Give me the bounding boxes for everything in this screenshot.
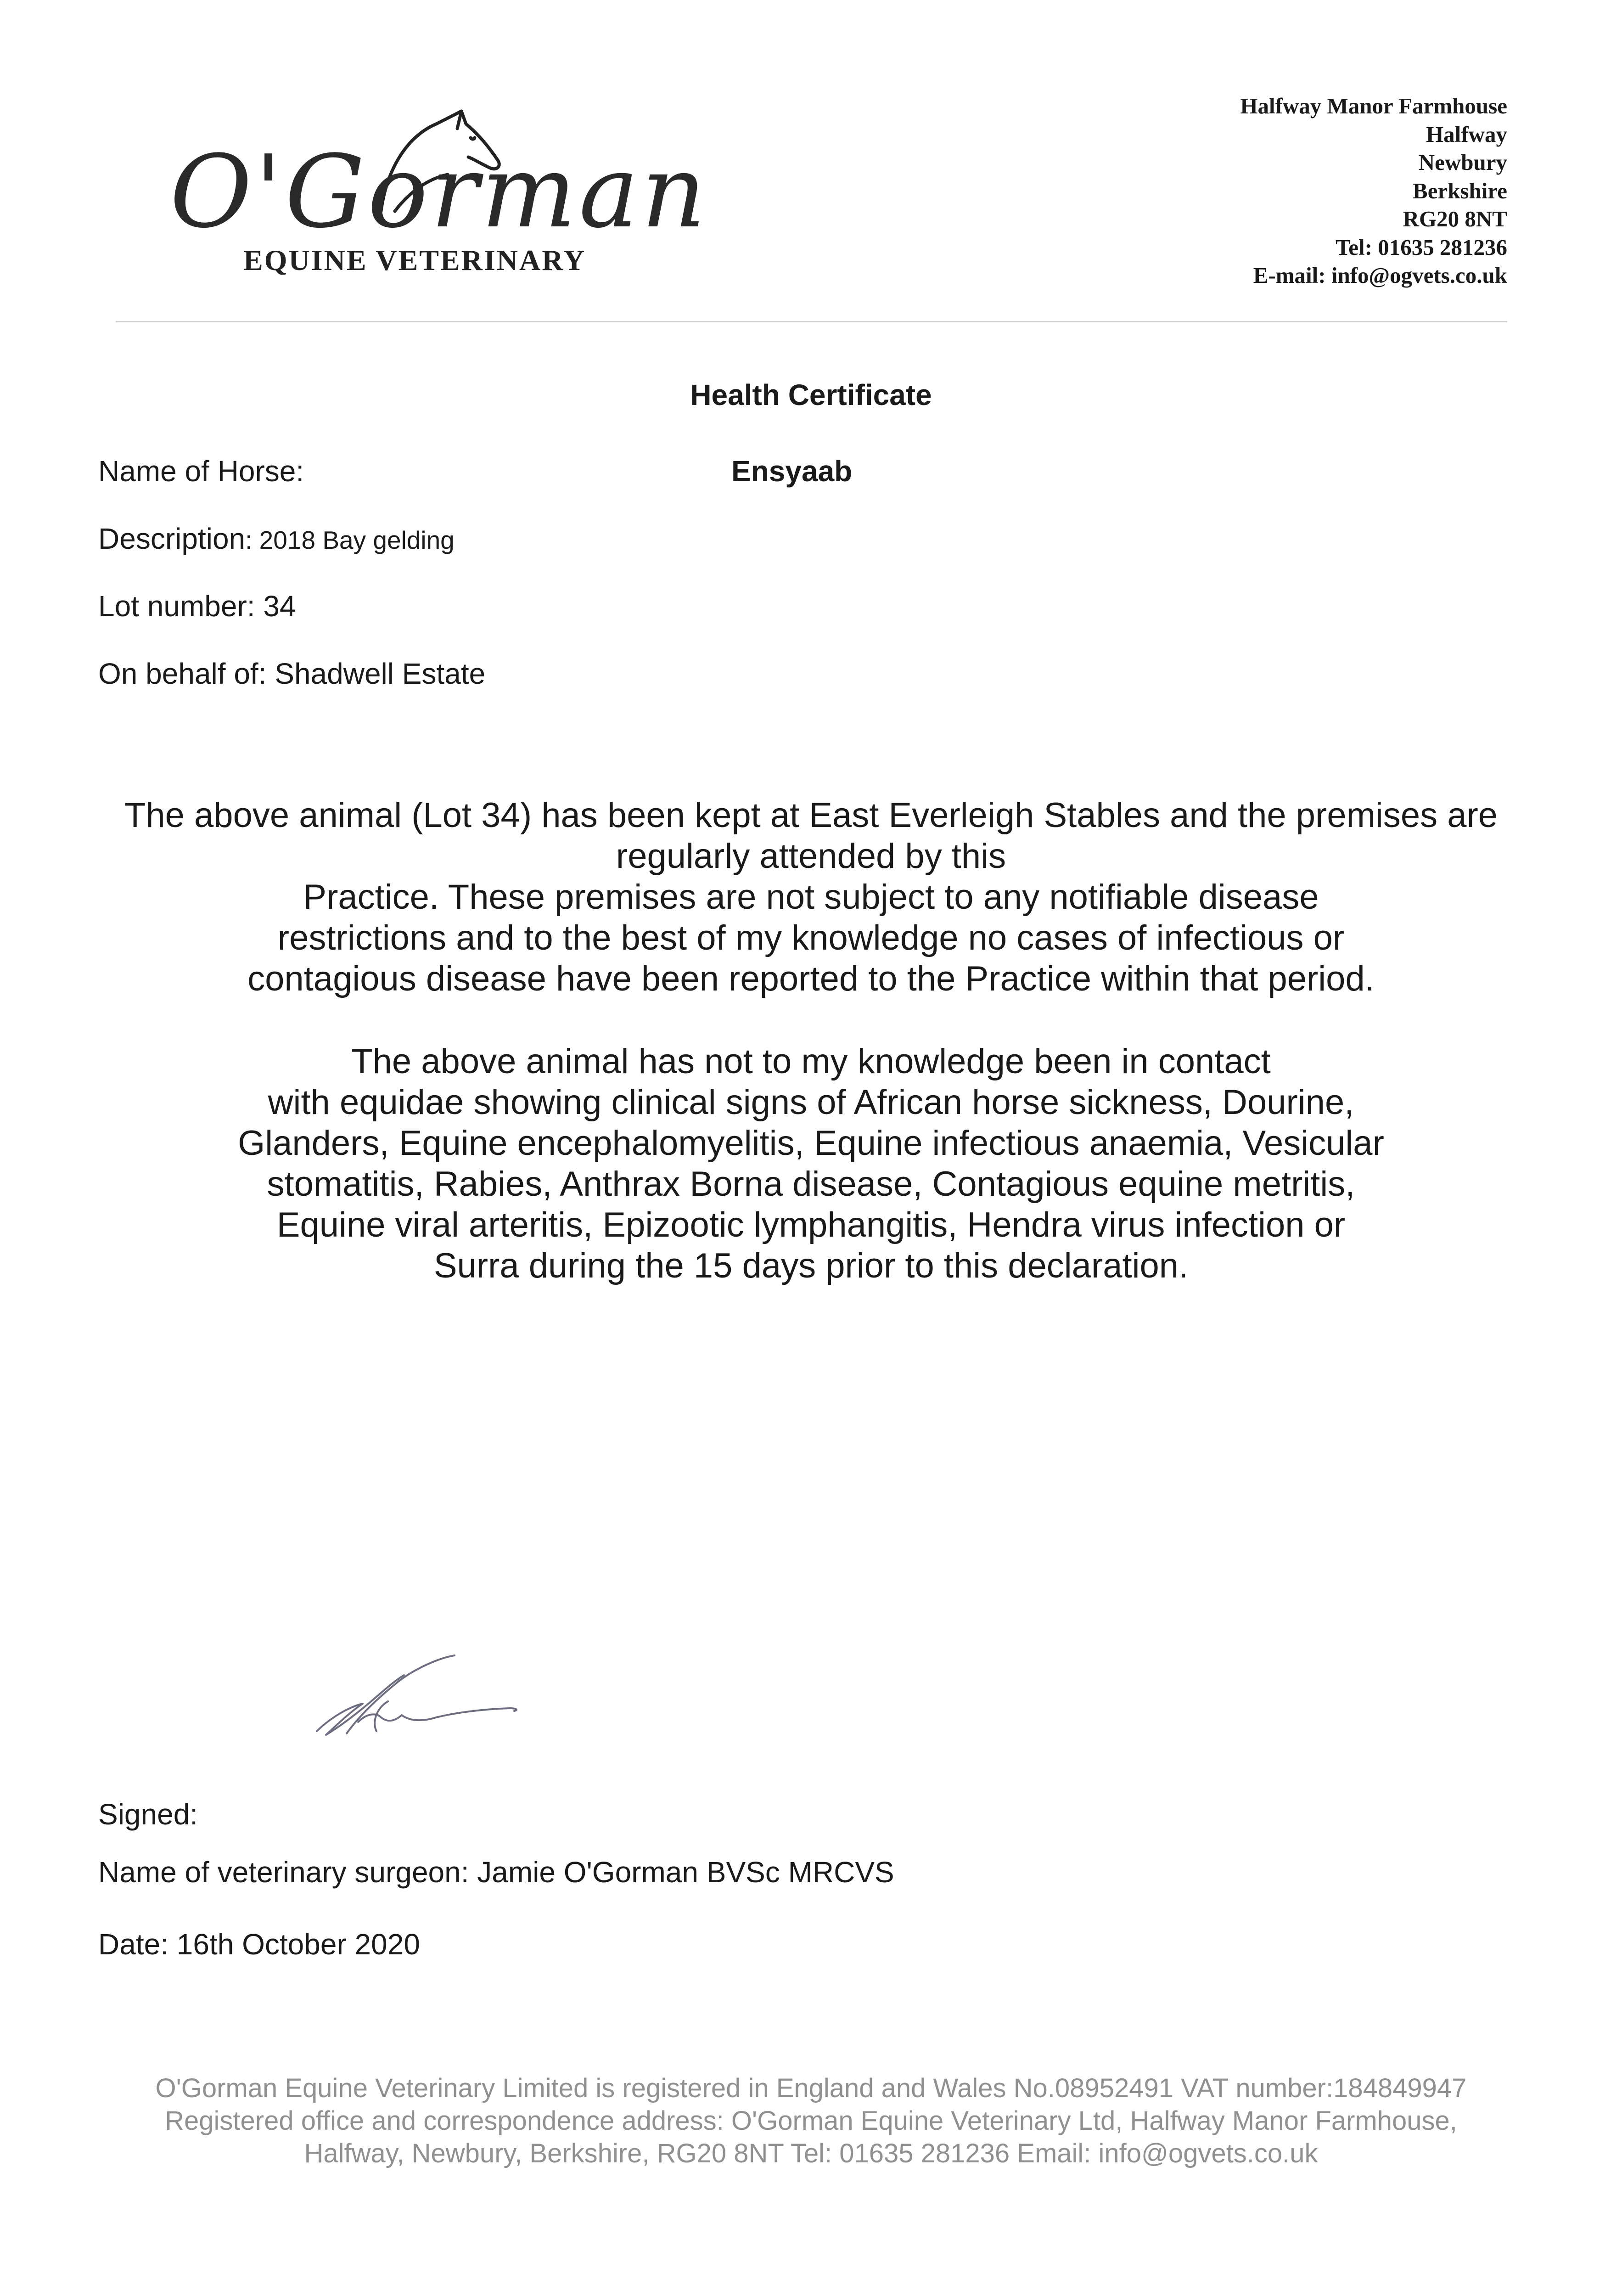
logo-wordmark: O'Gorman [170, 134, 709, 250]
statement-line: Glanders, Equine encephalomyelitis, Equine infectious anaemia, Vesicular [238, 1124, 1384, 1163]
footer-line: Registered office and correspondence address: O'Gorman Equine Veterinary Ltd, Halfway Manor Farmhouse, [165, 2106, 1457, 2136]
surgeon-name: Name of veterinary surgeon: Jamie O'Gorman BVSc MRCVS [98, 1856, 894, 1889]
statement-line: with equidae showing clinical signs of African horse sickness, Dourine, [268, 1083, 1354, 1122]
certificate-date: Date: 16th October 2020 [98, 1928, 420, 1961]
statement-line: Practice. These premises are not subject to any notifiable disease [303, 878, 1319, 917]
statement-line: restrictions and to the best of my knowledge no cases of infectious or [277, 918, 1345, 957]
on-behalf-of: On behalf of: Shadwell Estate [98, 657, 486, 690]
handwritten-signature [308, 1653, 528, 1754]
header-divider [116, 321, 1507, 322]
statement-line: The above animal (Lot 34) has been kept at East Everleigh Stables and the premises are [124, 796, 1498, 835]
address-line: Halfway Manor Farmhouse [1240, 93, 1507, 118]
company-logo [165, 106, 709, 280]
description-field [98, 524, 455, 553]
statement-line: Surra during the 15 days prior to this declaration. [433, 1246, 1189, 1285]
footer-line: O'Gorman Equine Veterinary Limited is registered in England and Wales No.08952491 VAT number:184849947 [155, 2073, 1467, 2103]
statement-line: stomatitis, Rabies, Anthrax Borna disease, Contagious equine metritis, [267, 1165, 1355, 1204]
statement-paragraph-2 [83, 1041, 1539, 1286]
description-value: : 2018 Bay gelding [245, 526, 455, 554]
horse-name-value: Ensyaab [731, 455, 853, 488]
footer-line: Halfway, Newbury, Berkshire, RG20 8NT Tel: 01635 281236 Email: info@ogvets.co.uk [304, 2138, 1318, 2168]
page-title: Health Certificate [690, 378, 932, 411]
statement-paragraph-1 [83, 795, 1539, 999]
address-phone: Tel: 01635 281236 [1336, 234, 1507, 260]
address-line: Newbury [1418, 150, 1507, 175]
address-line: Berkshire [1413, 178, 1507, 203]
address-line: Halfway [1426, 121, 1507, 147]
statement-line: The above animal has not to my knowledge been in contact [351, 1042, 1271, 1081]
address-email: E-mail: info@ogvets.co.uk [1253, 263, 1507, 288]
statement-line: regularly attended by this [616, 837, 1006, 876]
page-footer [0, 2072, 1622, 2170]
logo-subline: EQUINE VETERINARY [243, 244, 586, 276]
lot-number: Lot number: 34 [98, 590, 296, 623]
address-line: RG20 8NT [1403, 206, 1507, 231]
statement-line: contagious disease have been reported to the Practice within that period. [247, 959, 1375, 998]
description-label: Description [98, 522, 246, 555]
statement-line: Equine viral arteritis, Epizootic lymphangitis, Hendra virus infection or [276, 1205, 1346, 1244]
signed-label: Signed: [98, 1798, 198, 1831]
practice-address [1240, 92, 1507, 290]
horse-name-label: Name of Horse: [98, 455, 304, 488]
